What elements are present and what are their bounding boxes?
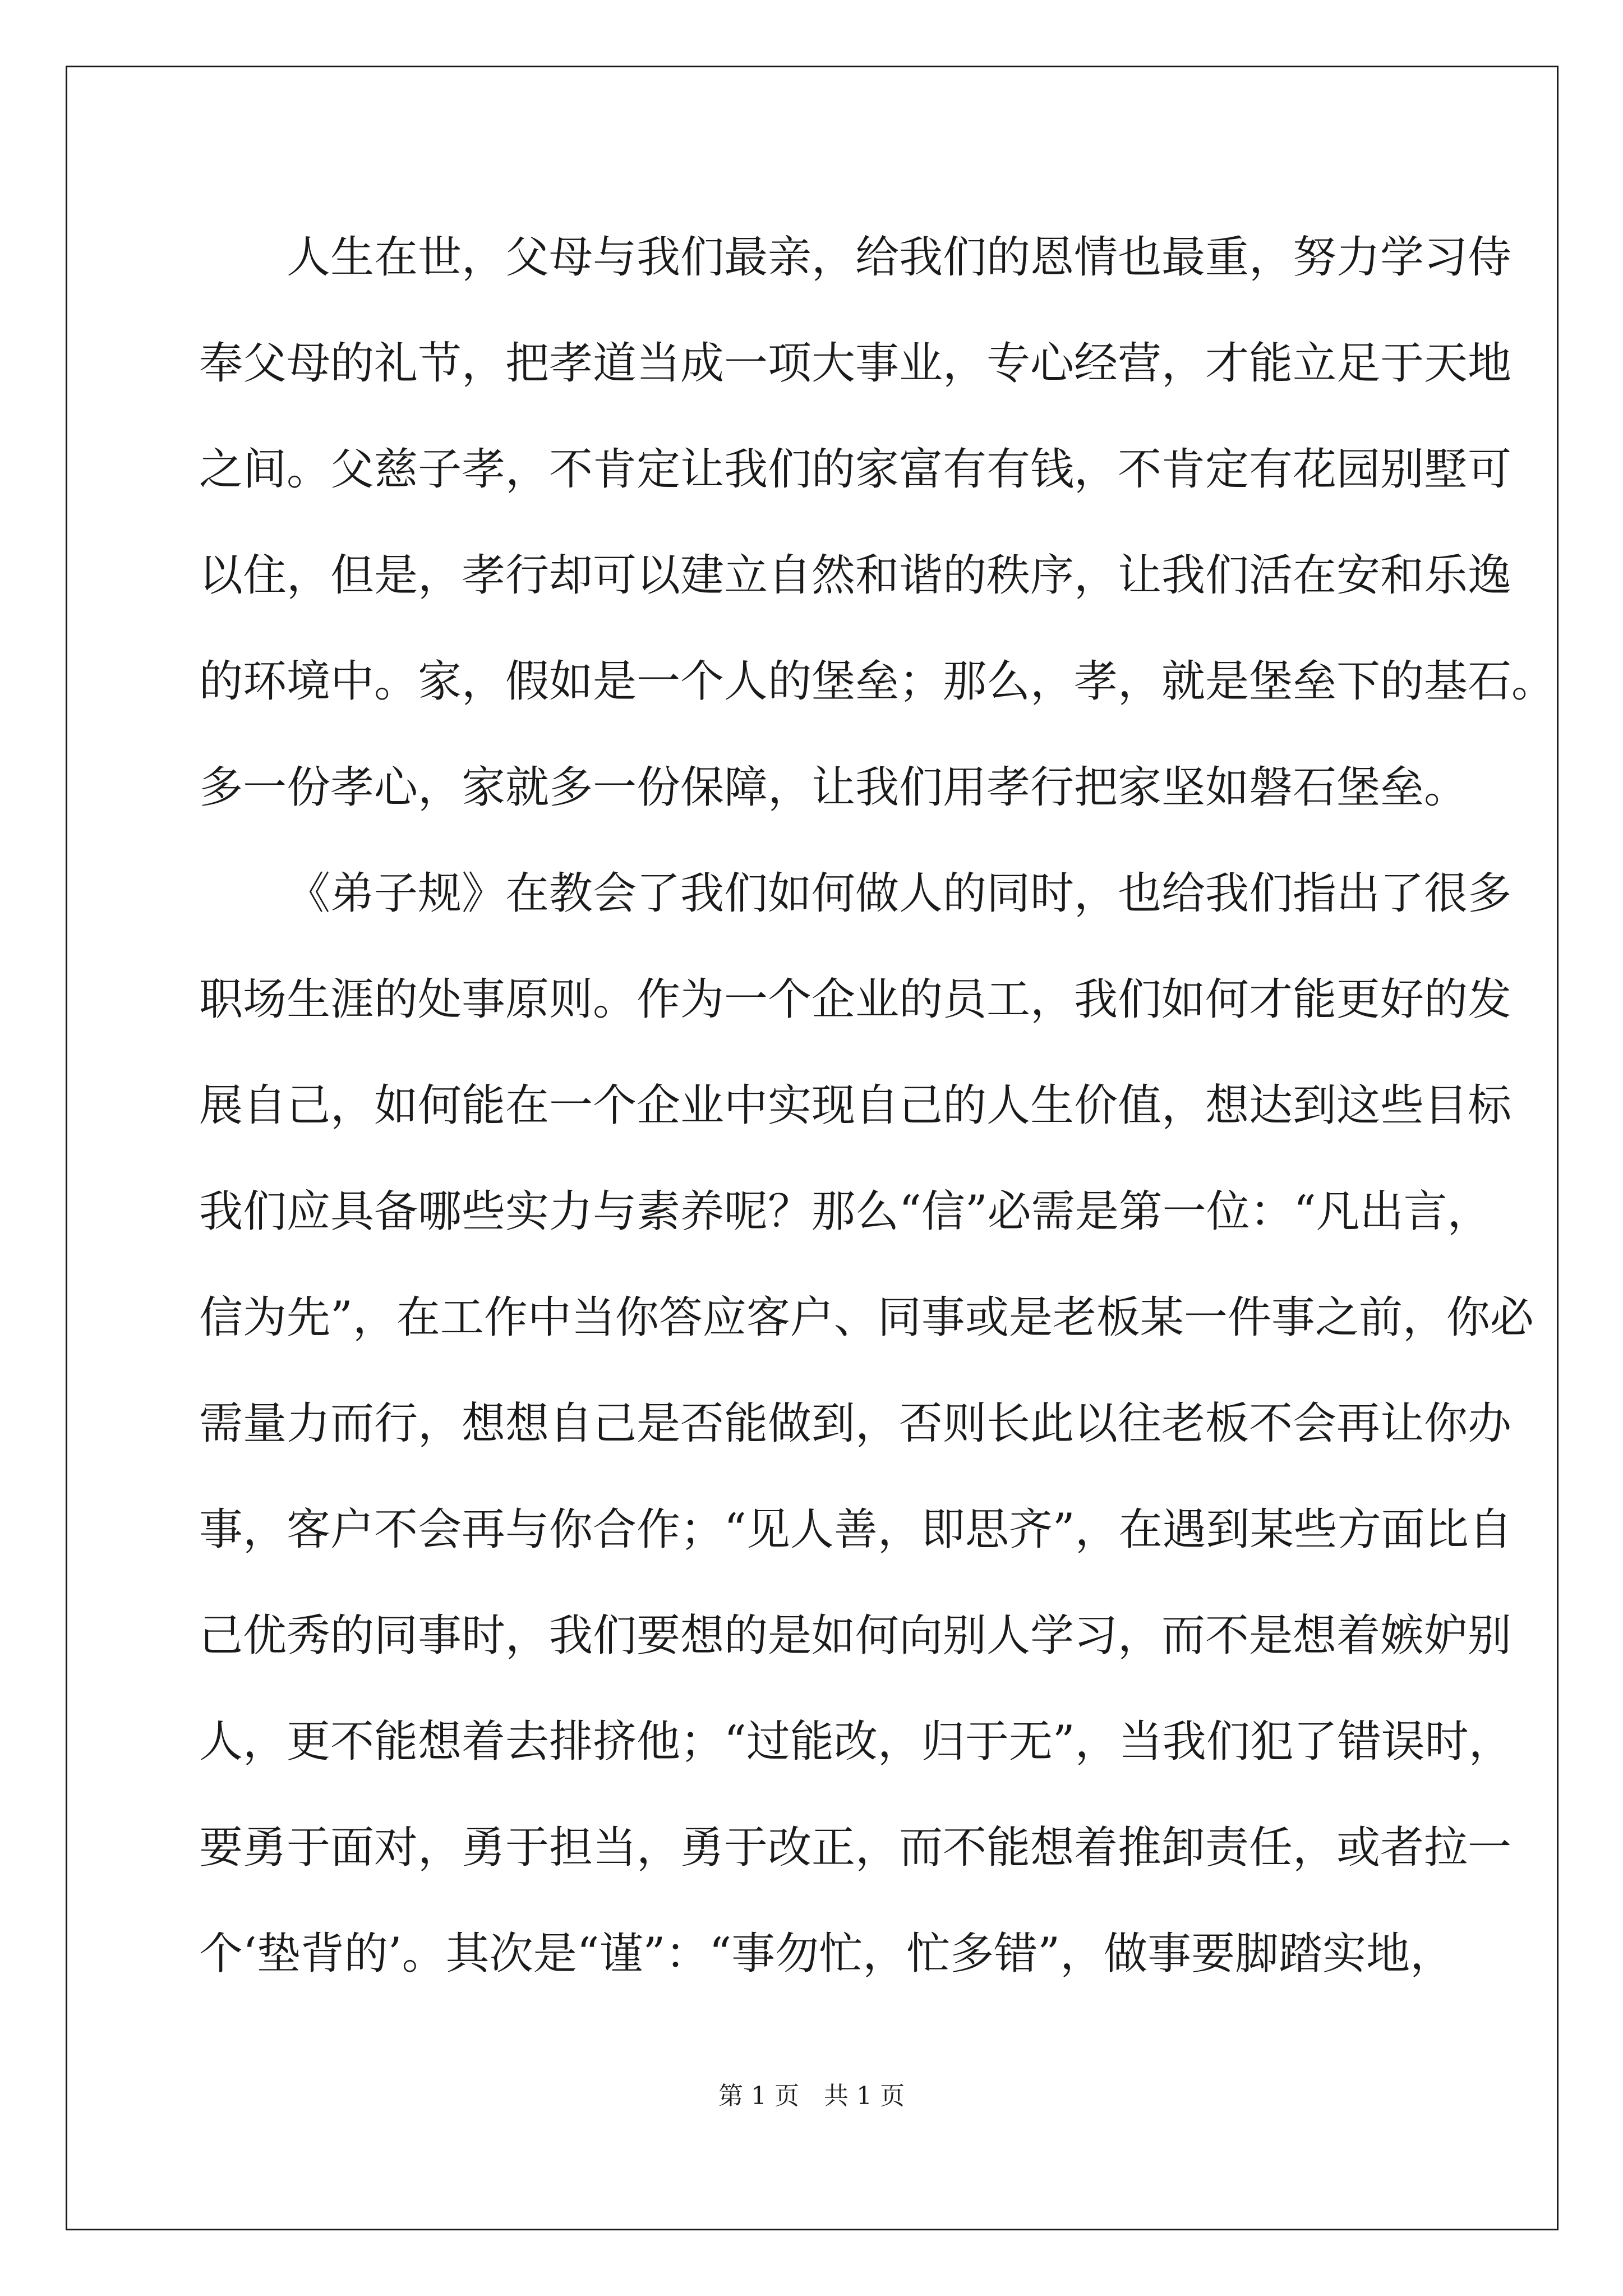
text-line: 多一份孝心，家就多一份保障，让我们用孝行把家坚如磐石堡垒。 (199, 762, 1468, 813)
text-line: 之间。父慈子孝，不肯定让我们的家富有有钱，不肯定有花园别墅可 (199, 444, 1512, 495)
text-line: 展自己，如何能在一个企业中实现自己的人生价值，想达到这些目标 (199, 1080, 1512, 1131)
text-line: 信为先”，在工作中当你答应客户、同事或是老板某一件事之前，你必 (199, 1292, 1534, 1343)
text-line: 我们应具备哪些实力与素养呢？那么“信”必需是第一位：“凡出言， (199, 1186, 1491, 1237)
text-line: 己优秀的同事时，我们要想的是如何向别人学习，而不是想着嫉妒别 (199, 1611, 1512, 1661)
text-line: 奉父母的礼节，把孝道当成一项大事业，专心经营，才能立足于天地 (199, 338, 1512, 389)
paragraph-2 (199, 841, 1534, 2007)
text-line: 事，客户不会再与你合作；“见人善，即思齐”，在遇到某些方面比自 (199, 1504, 1513, 1555)
text-line: 《弟子规》在教会了我们如何做人的同时，也给我们指出了很多 (287, 868, 1512, 919)
text-line: 个‘垫背的’。其次是“谨”：“事勿忙，忙多错”，做事要脚踏实地， (199, 1929, 1454, 1979)
document-body (199, 205, 1556, 2007)
text-line: 的环境中。家，假如是一个人的堡垒；那么，孝，就是堡垒下的基石。 (199, 656, 1556, 707)
text-line: 需量力而行，想想自己是否能做到，否则长此以往老板不会再让你办 (199, 1398, 1512, 1449)
text-line: 以住，但是，孝行却可以建立自然和谐的秩序，让我们活在安和乐逸 (199, 550, 1512, 601)
text-line: 人，更不能想着去排挤他；“过能改，归于无”，当我们犯了错误时， (199, 1717, 1513, 1767)
text-line: 职场生涯的处事原则。作为一个企业的员工，我们如何才能更好的发 (199, 974, 1512, 1025)
page-number-footer: 第 1 页 共 1 页 (718, 2082, 905, 2110)
text-line: 要勇于面对，勇于担当，勇于改正，而不能想着推卸责任，或者拉一 (199, 1823, 1512, 1873)
paragraph-1 (199, 205, 1556, 841)
text-line: 人生在世，父母与我们最亲，给我们的恩情也最重，努力学习侍 (287, 232, 1512, 283)
